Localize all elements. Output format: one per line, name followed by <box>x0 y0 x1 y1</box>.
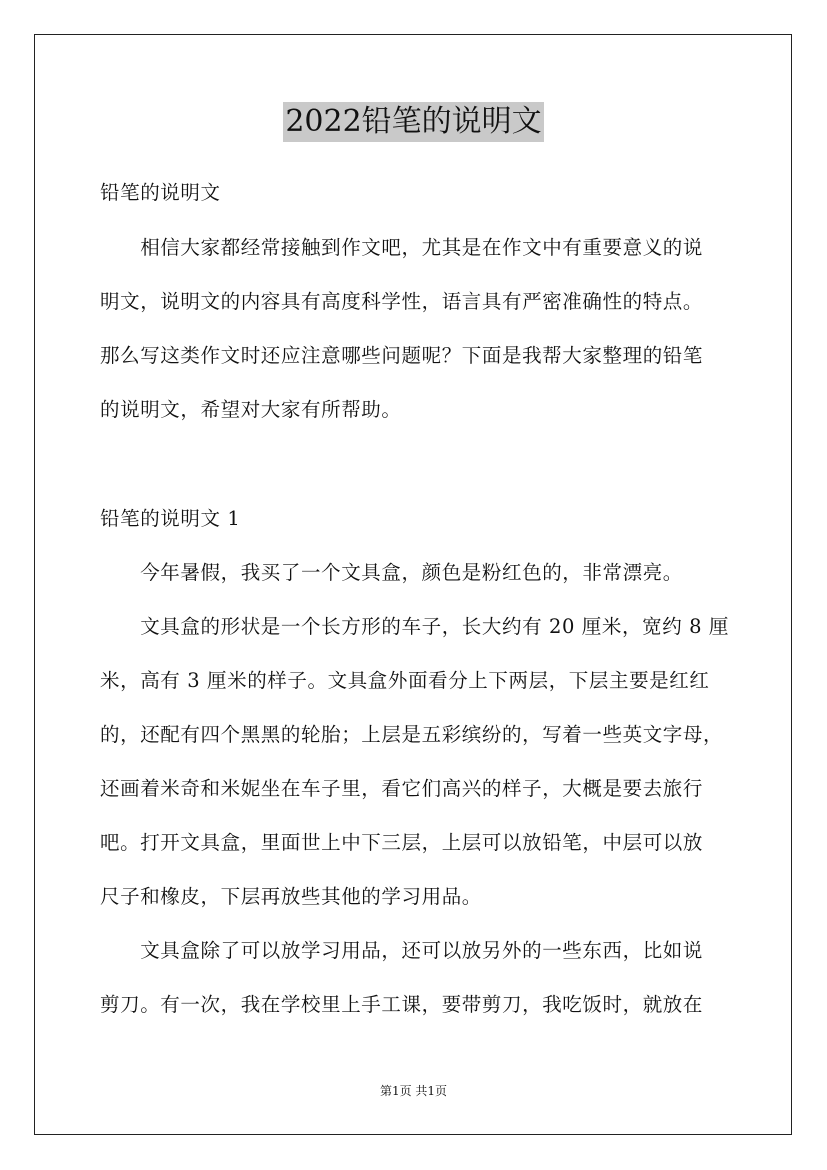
text-line: 铅笔的说明文 <box>100 181 221 204</box>
text-line: 的，还配有四个黑黑的轮胎；上层是五彩缤纷的，写着一些英文字母， <box>100 723 724 746</box>
title-container <box>0 102 827 142</box>
text-line: 相信大家都经常接触到作文吧，尤其是在作文中有重要意义的说 <box>100 236 704 259</box>
text-line: 那么写这类作文时还应注意哪些问题呢？下面是我帮大家整理的铅笔 <box>100 344 704 367</box>
text-line: 文具盒除了可以放学习用品，还可以放另外的一些东西，比如说 <box>100 939 704 962</box>
section-heading: 铅笔的说明文 1 <box>100 507 241 530</box>
document-title: 2022铅笔的说明文 <box>283 102 543 142</box>
text-line: 今年暑假，我买了一个文具盒，颜色是粉红色的，非常漂亮。 <box>100 561 683 584</box>
text-line: 的说明文，希望对大家有所帮助。 <box>100 398 402 421</box>
text-line: 米，高有 3 厘米的样子。文具盒外面看分上下两层，下层主要是红红 <box>100 669 710 692</box>
page-footer: 第1页 共1页 <box>379 1084 448 1098</box>
text-line: 剪刀。有一次，我在学校里上手工课，要带剪刀，我吃饭时，就放在 <box>100 993 704 1016</box>
text-line: 文具盒的形状是一个长方形的车子，长大约有 20 厘米，宽约 8 厘 <box>100 615 730 638</box>
text-line: 还画着米奇和米妮坐在车子里，看它们高兴的样子，大概是要去旅行 <box>100 777 704 800</box>
text-line: 吧。打开文具盒，里面世上中下三层，上层可以放铅笔，中层可以放 <box>100 831 704 854</box>
text-line: 尺子和橡皮，下层再放些其他的学习用品。 <box>100 885 482 908</box>
text-line: 明文，说明文的内容具有高度科学性，语言具有严密准确性的特点。 <box>100 290 704 313</box>
